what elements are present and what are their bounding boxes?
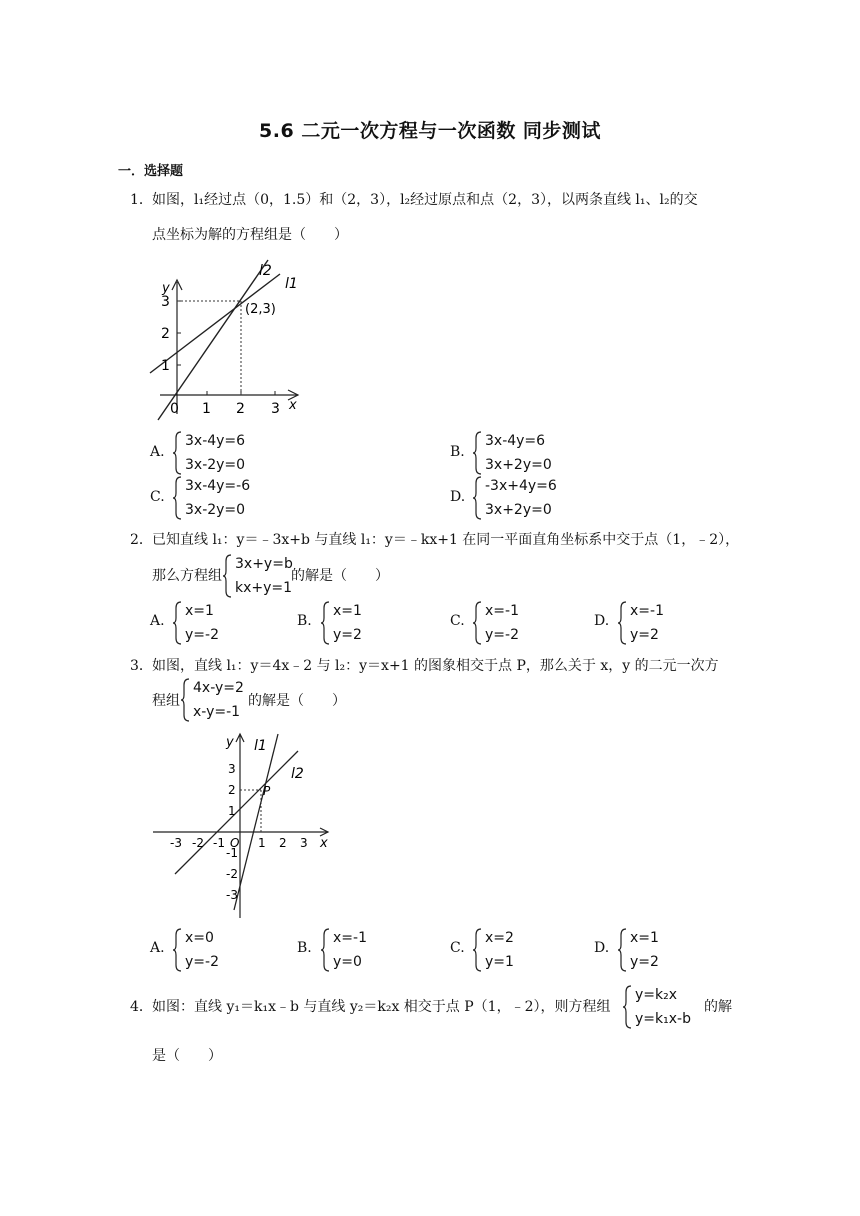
q3-line-label-l2: l2	[291, 766, 304, 782]
brace-icon	[472, 475, 482, 521]
q1-x-tick-label: 0	[170, 401, 179, 417]
q3-option-c-label[interactable]: C.	[450, 940, 465, 956]
q2-system-eq2: kx+y=1	[235, 580, 293, 596]
q1-option-a-label[interactable]: A.	[150, 444, 165, 460]
q2-system-eq1: 3x+y=b	[235, 556, 293, 572]
q3-y-tick-label: 2	[228, 783, 236, 797]
q3-text-line1: 如图，直线 l₁：y＝4x﹣2 与 l₂：y＝x+1 的图象相交于点 P，那么关于 x，y 的二元一次方	[152, 658, 719, 674]
q1-y-label: y	[162, 281, 170, 296]
q3-x-label: x	[320, 836, 328, 851]
q1-y-tick-label: 3	[161, 294, 170, 310]
brace-icon	[472, 927, 482, 973]
q3-x-tick-label: 3	[300, 836, 308, 850]
q1-option-a-eq2: 3x-2y=0	[185, 457, 246, 473]
q1-line-label-l1: l1	[285, 276, 298, 292]
q3-x-tick-label: -3	[170, 836, 182, 850]
q3-option-a-eq1: x=0	[185, 930, 214, 946]
q3-option-b-eq1: x=-1	[333, 930, 367, 946]
q1-option-c-system[interactable]	[172, 475, 272, 521]
q1-option-d-eq2: 3x+2y=0	[485, 502, 552, 518]
q3-option-a-eq2: y=-2	[185, 954, 219, 970]
q2-option-c-eq2: y=-2	[485, 627, 519, 643]
q1-y-tick-label: 2	[161, 326, 170, 342]
q2-option-c-label[interactable]: C.	[450, 613, 465, 629]
q3-y-tick-label: 3	[228, 762, 236, 776]
q2-text-line2-pre: 那么方程组	[152, 568, 222, 584]
q3-text-line2-pre: 程组	[152, 693, 180, 709]
q1-option-b-eq1: 3x-4y=6	[485, 433, 546, 449]
q3-line-l1	[234, 734, 278, 910]
brace-icon	[472, 600, 482, 646]
q3-number: 3．	[130, 658, 153, 674]
q3-option-d-label[interactable]: D.	[594, 940, 610, 956]
q2-option-a-eq1: x=1	[185, 603, 214, 619]
q3-x-tick-label: 2	[279, 836, 287, 850]
q3-origin-label: O	[230, 836, 240, 850]
q1-text-line1: 如图，l₁经过点（0，1.5）和（2，3），l₂经过原点和点（2，3），以两条直线 l₁、l₂的交	[152, 192, 698, 208]
q4-system-eq1: y=k₂x	[635, 987, 678, 1003]
q2-text-line2-post: 的解是（ ）	[291, 568, 389, 584]
brace-icon	[172, 430, 182, 476]
brace-icon	[617, 600, 627, 646]
q1-x-label: x	[289, 398, 297, 413]
q3-option-d-eq2: y=2	[630, 954, 659, 970]
section-heading: 一．选择题	[118, 164, 184, 179]
q1-option-b-label[interactable]: B.	[450, 444, 465, 460]
q1-text-line2: 点坐标为解的方程组是（ ）	[152, 227, 348, 243]
brace-icon	[180, 677, 190, 723]
q3-option-c-eq1: x=2	[485, 930, 514, 946]
q1-option-c-eq1: 3x-4y=-6	[185, 478, 251, 494]
q3-option-c-eq2: y=1	[485, 954, 514, 970]
q3-x-tick-label: 1	[258, 836, 266, 850]
q2-option-a-system[interactable]	[172, 600, 252, 646]
q3-x-tick-label: -2	[192, 836, 204, 850]
q3-line-label-l1: l1	[254, 738, 267, 754]
q4-text-line1-pre: 如图：直线 y₁＝k₁x﹣b 与直线 y₂＝k₂x 相交于点 P（1，﹣2），则方程组	[152, 999, 611, 1015]
q1-x-tick-label: 3	[271, 401, 280, 417]
q1-number: 1．	[130, 192, 153, 208]
q1-option-a-system[interactable]	[172, 430, 272, 476]
q1-x-tick-label: 1	[202, 401, 211, 417]
brace-icon	[617, 927, 627, 973]
q4-text-line1-post: 的解	[704, 999, 732, 1015]
q1-option-c-label[interactable]: C.	[150, 489, 165, 505]
q2-option-b-eq1: x=1	[333, 603, 362, 619]
q1-option-b-eq2: 3x+2y=0	[485, 457, 552, 473]
q3-option-b-system[interactable]	[320, 927, 400, 973]
page-title: 5.6 二元一次方程与一次函数 同步测试	[259, 120, 601, 142]
q2-system	[222, 553, 302, 599]
q3-y-tick-label: -3	[226, 888, 238, 902]
q3-system-eq1: 4x-y=2	[193, 680, 244, 696]
q1-option-b-system[interactable]	[472, 430, 572, 476]
q3-option-c-system[interactable]	[472, 927, 552, 973]
brace-icon	[172, 927, 182, 973]
q3-y-tick-label: 1	[228, 804, 236, 818]
brace-icon	[222, 553, 232, 599]
q3-system-eq2: x-y=-1	[193, 704, 241, 720]
q1-point-label: (2,3)	[245, 302, 276, 317]
q1-line-label-l2: l2	[259, 263, 272, 279]
q2-option-d-system[interactable]	[617, 600, 697, 646]
q1-x-tick-label: 2	[236, 401, 245, 417]
q1-figure	[140, 252, 315, 424]
brace-icon	[320, 927, 330, 973]
q2-option-b-label[interactable]: B.	[297, 613, 312, 629]
q4-text-line2: 是（ ）	[152, 1048, 222, 1064]
q2-option-a-eq2: y=-2	[185, 627, 219, 643]
brace-icon	[622, 984, 632, 1030]
q4-number: 4．	[130, 999, 153, 1015]
q4-system	[622, 984, 712, 1030]
brace-icon	[172, 475, 182, 521]
q1-option-a-eq1: 3x-4y=6	[185, 433, 246, 449]
brace-icon	[472, 430, 482, 476]
q2-option-b-eq2: y=2	[333, 627, 362, 643]
q3-y-tick-label: -1	[226, 846, 238, 860]
q3-option-d-system[interactable]	[617, 927, 697, 973]
q3-option-a-label[interactable]: A.	[150, 940, 165, 956]
q3-option-a-system[interactable]	[172, 927, 252, 973]
q1-y-tick-label: 1	[161, 358, 170, 374]
brace-icon	[172, 600, 182, 646]
q3-option-d-eq1: x=1	[630, 930, 659, 946]
q2-option-a-label[interactable]: A.	[150, 613, 165, 629]
q3-text-line2-post: 的解是（ ）	[248, 693, 346, 709]
q2-text-line1: 已知直线 l₁：y＝﹣3x+b 与直线 l₁：y＝﹣kx+1 在同一平面直角坐标系中交于点（1，﹣2），	[152, 532, 740, 548]
q3-y-label: y	[226, 735, 234, 750]
q2-number: 2．	[130, 532, 153, 548]
q3-figure	[150, 728, 340, 920]
q1-option-c-eq2: 3x-2y=0	[185, 502, 246, 518]
q2-option-c-eq1: x=-1	[485, 603, 519, 619]
q2-option-d-eq1: x=-1	[630, 603, 664, 619]
brace-icon	[320, 600, 330, 646]
q1-option-d-system[interactable]	[472, 475, 572, 521]
q4-system-eq2: y=k₁x-b	[635, 1011, 691, 1027]
q3-point-label: P	[263, 784, 271, 798]
q3-x-tick-label: -1	[213, 836, 225, 850]
q3-y-tick-label: -2	[226, 867, 238, 881]
q3-option-b-eq2: y=0	[333, 954, 362, 970]
q3-option-b-label[interactable]: B.	[297, 940, 312, 956]
q2-option-d-eq2: y=2	[630, 627, 659, 643]
q2-option-c-system[interactable]	[472, 600, 552, 646]
q1-option-d-eq1: -3x+4y=6	[485, 478, 557, 494]
q2-option-d-label[interactable]: D.	[594, 613, 610, 629]
q1-option-d-label[interactable]: D.	[450, 489, 466, 505]
q2-option-b-system[interactable]	[320, 600, 400, 646]
